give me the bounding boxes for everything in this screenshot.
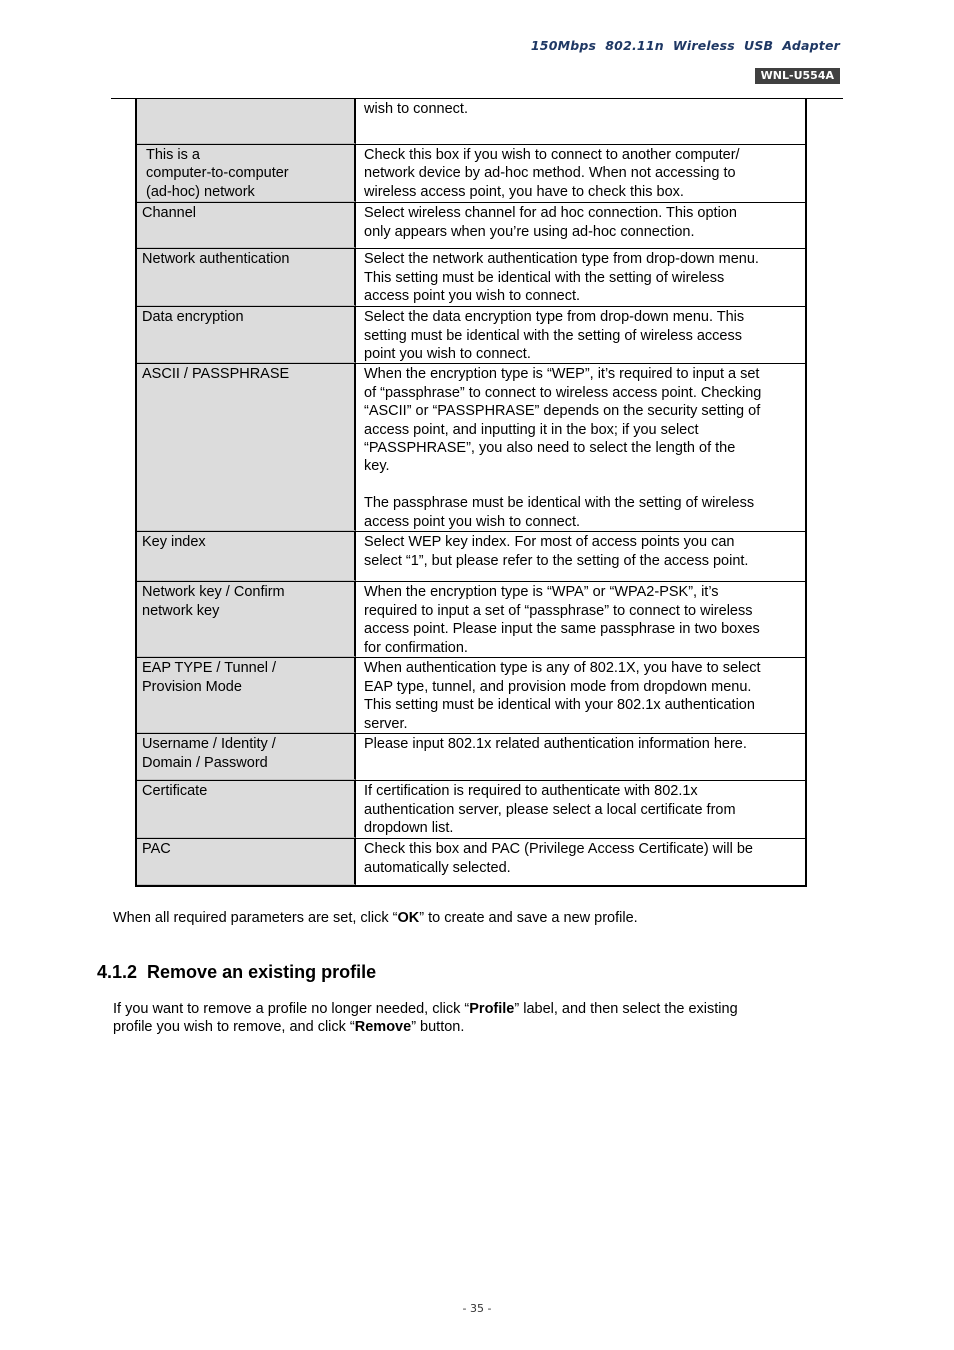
- table-row: [137, 99, 805, 144]
- param-description: Please input 802.1x related authentication information here.: [356, 733, 805, 780]
- param-description: If certification is required to authenticate with 802.1x authentication server, please select a local certificate from dropdown list.: [356, 780, 805, 838]
- param-name: Username / Identity / Domain / Password: [137, 733, 356, 780]
- param-description: Select the network authentication type from drop-down menu. This setting must be identical with the setting of wireless access point you wish to connect.: [356, 248, 805, 306]
- param-description: Select WEP key index. For most of access points you can select “1”, but please refer to the setting of the access point.: [356, 531, 805, 581]
- table-row: [137, 144, 805, 202]
- param-name: ASCII / PASSPHRASE: [137, 363, 356, 531]
- header-product-title: 150Mbps 802.11n Wireless USB Adapter: [530, 38, 840, 53]
- param-name: Network authentication: [137, 248, 356, 306]
- param-description: When the encryption type is “WEP”, it’s required to input a set of “passphrase” to connect to wireless access point. Checking “ASCII” or “PASSPHRASE” depends on the security setting of access point, and inputting it in the box; if you select “PASSPHRASE”, you also need to select the length of the key. The passphrase must be identical with the setting of wireless access point you wish to connect.: [356, 363, 805, 531]
- param-description: Check this box if you wish to connect to another computer/ network device by ad-hoc method. When not accessing to wireless access point, you have to check this box.: [356, 144, 805, 202]
- remove-instruction-paragraph: If you want to remove a profile no longer needed, click “Profile” label, and then select the existing profile you wish to remove, and click “Remove” button.: [113, 1001, 738, 1036]
- profile-emphasis: Profile: [469, 1001, 515, 1017]
- table-row: [137, 531, 805, 581]
- remove-emphasis: Remove: [354, 1019, 412, 1036]
- table-row: [137, 780, 805, 838]
- param-name: This is a computer-to-computer (ad-hoc) network: [137, 144, 356, 202]
- param-name: [137, 99, 356, 144]
- page-number: - 35 -: [462, 1302, 492, 1315]
- section-title: Remove an existing profile: [147, 962, 377, 982]
- param-description: wish to connect.: [364, 101, 468, 117]
- section-number: 4.1.2: [97, 962, 138, 982]
- header-model-badge: WNL-U554A: [755, 68, 840, 84]
- param-name: Channel: [137, 202, 356, 248]
- param-name: Network key / Confirm network key: [137, 581, 356, 657]
- param-name: PAC: [137, 838, 356, 885]
- table-row: [137, 581, 805, 657]
- table-row: [137, 202, 805, 248]
- table-row: [137, 733, 805, 780]
- param-description: When authentication type is any of 802.1X, you have to select EAP type, tunnel, and provision mode from dropdown menu. This setting must be identical with your 802.1x authentication server.: [356, 657, 805, 733]
- table-row: [137, 838, 805, 885]
- param-description: Check this box and PAC (Privilege Access Certificate) will be automatically selected.: [356, 838, 805, 885]
- section-heading: [97, 962, 376, 983]
- param-name: Data encryption: [137, 306, 356, 363]
- table-row: [137, 248, 805, 306]
- table-row: [137, 306, 805, 363]
- param-description: Select the data encryption type from drop-down menu. This setting must be identical with the setting of wireless access point you wish to connect.: [356, 306, 805, 363]
- param-description: When the encryption type is “WPA” or “WPA2-PSK”, it’s required to input a set of “passphrase” to connect to wireless access point. Please input the same passphrase in two boxes for confirmation.: [356, 581, 805, 657]
- ok-instruction-paragraph: When all required parameters are set, click “OK” to create and save a new profile.: [113, 910, 638, 926]
- parameter-table: [135, 99, 807, 887]
- param-name: EAP TYPE / Tunnel / Provision Mode: [137, 657, 356, 733]
- param-name: Certificate: [137, 780, 356, 838]
- param-description: Select wireless channel for ad hoc connection. This option only appears when you’re using ad-hoc connection.: [356, 202, 805, 248]
- table-row: [137, 363, 805, 531]
- ok-emphasis: OK: [397, 910, 420, 926]
- param-name: Key index: [137, 531, 356, 581]
- table-row: [137, 657, 805, 733]
